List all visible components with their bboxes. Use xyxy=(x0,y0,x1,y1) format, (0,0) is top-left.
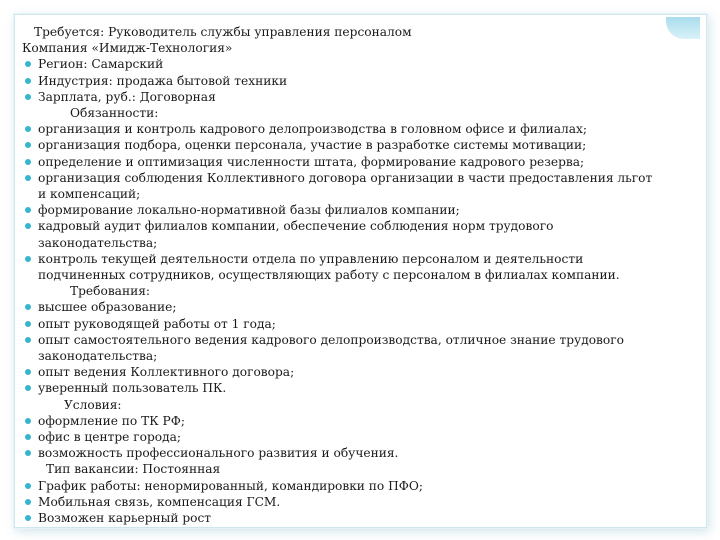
list-item: организация соблюдения Коллективного договора организации в части предоставления льгот xyxy=(22,170,672,186)
list-item-continuation: и компенсаций; xyxy=(38,187,141,202)
vacancy-title: Требуется: Руководитель службы управления персоналом xyxy=(34,25,412,39)
list-item: Зарплата, руб.: Договорная xyxy=(22,89,672,105)
list-item: кадровый аудит филиалов компании, обеспечение соблюдения норм трудового xyxy=(22,218,672,234)
list-item: Мобильная связь, компенсация ГСМ. xyxy=(22,494,672,510)
list-item-continuation: законодательства; xyxy=(38,235,158,250)
list-item: организация подбора, оценки персонала, участие в разработке системы мотивации; xyxy=(22,137,672,153)
section-heading-requirements: Требования: xyxy=(70,284,150,299)
list-item: возможность профессионального развития и обучения. xyxy=(22,445,672,461)
list-item: офис в центре города; xyxy=(22,429,672,445)
company-line: Компания «Имидж-Технология» xyxy=(22,41,233,56)
vacancy-text xyxy=(22,24,672,526)
section-heading-conditions: Условия: xyxy=(64,397,122,412)
list-item: контроль текущей деятельности отдела по управлению персоналом и деятельности xyxy=(22,251,672,267)
list-item: Индустрия: продажа бытовой техники xyxy=(22,73,672,89)
list-item: Возможен карьерный рост xyxy=(22,510,672,526)
list-item: уверенный пользователь ПК. xyxy=(22,380,672,396)
list-item-continuation: подчиненных сотрудников, осуществляющих работу с персоналом в филиалах компании. xyxy=(38,268,620,283)
list-item: оформление по ТК РФ; xyxy=(22,413,672,429)
vacancy-type-line: Тип вакансии: Постоянная xyxy=(46,462,221,477)
list-item: определение и оптимизация численности штата, формирование кадрового резерва; xyxy=(22,154,672,170)
list-item: График работы: ненормированный, командировки по ПФО; xyxy=(22,478,672,494)
list-item: высшее образование; xyxy=(22,299,672,315)
list-item: организация и контроль кадрового делопроизводства в головном офисе и филиалах; xyxy=(22,121,672,137)
list-item: Регион: Самарский xyxy=(22,56,672,72)
list-item-continuation: законодательства; xyxy=(38,349,158,364)
list-item: опыт руководящей работы от 1 года; xyxy=(22,316,672,332)
list-item: опыт ведения Коллективного договора; xyxy=(22,364,672,380)
list-item: формирование локально-нормативной базы филиалов компании; xyxy=(22,202,672,218)
list-item: опыт самостоятельного ведения кадрового делопроизводства, отличное знание трудового xyxy=(22,332,672,348)
section-heading-duties: Обязанности: xyxy=(70,106,159,121)
